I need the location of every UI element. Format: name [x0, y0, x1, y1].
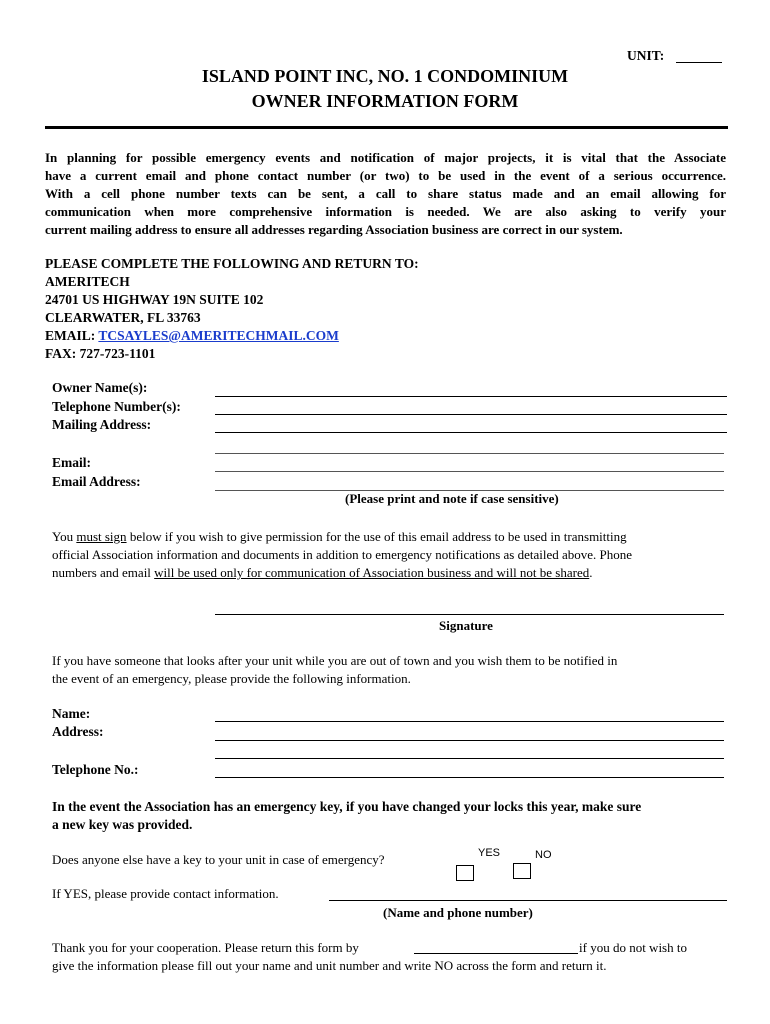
- form-title: ISLAND POINT INC, NO. 1 CONDOMINIUM: [201, 66, 569, 86]
- yes-checkbox[interactable]: [456, 865, 474, 881]
- permission-text: numbers and email: [52, 565, 155, 580]
- key-line: a new key was provided.: [52, 817, 193, 832]
- closing-line-1-post: if you do not wish to: [579, 940, 687, 955]
- key-line: In the event the Association has an emergency key, if you have changed your locks this year, make sure: [52, 799, 642, 814]
- no-checkbox[interactable]: [513, 863, 531, 879]
- intro-line: With a cell phone number texts can be sent, a call to share status made and an email allowing for: [45, 186, 726, 201]
- caretaker-telephone-label: Telephone No.:: [52, 762, 139, 777]
- intro-paragraph: [45, 149, 726, 239]
- unit-field[interactable]: [676, 62, 722, 63]
- unit-label: UNIT:: [627, 48, 665, 63]
- caretaker-name-field[interactable]: [215, 721, 724, 722]
- key-question: Does anyone else have a key to your unit in case of emergency?: [52, 852, 385, 867]
- return-email-link[interactable]: TCSAYLES@AMERITECHMAIL.COM: [98, 328, 339, 343]
- mailing-address-label: Mailing Address:: [52, 417, 152, 432]
- mailing-address-field[interactable]: [215, 432, 727, 433]
- signature-field[interactable]: [215, 614, 724, 615]
- email-label: Email:: [52, 455, 91, 470]
- permission-line-3: [52, 564, 742, 582]
- telephone-label: Telephone Number(s):: [52, 399, 181, 414]
- caretaker-address-field[interactable]: [215, 740, 724, 741]
- caretaker-name-label: Name:: [52, 706, 91, 721]
- permission-line-1: [52, 528, 742, 546]
- caretaker-line: the event of an emergency, please provide the following information.: [52, 671, 411, 686]
- return-date-field[interactable]: [414, 953, 578, 954]
- caretaker-line: If you have someone that looks after your unit while you are out of town and you wish them to be notified in: [52, 653, 618, 668]
- intro-line: communication when more comprehensive information is needed. We are also asking to verify your: [45, 204, 726, 219]
- email-field[interactable]: [215, 471, 724, 472]
- return-company: AMERITECH: [45, 274, 130, 289]
- telephone-field[interactable]: [215, 414, 727, 415]
- caretaker-telephone-field[interactable]: [215, 777, 724, 778]
- contact-info-field[interactable]: [329, 900, 727, 901]
- intro-line: have a current email and phone contact number (or two) to be used in the event of a serious occurrence.: [45, 168, 726, 183]
- must-sign-text: must sign: [76, 529, 127, 544]
- permission-text: .: [589, 565, 593, 580]
- caretaker-paragraph: [52, 652, 742, 688]
- return-heading: PLEASE COMPLETE THE FOLLOWING AND RETURN TO:: [45, 256, 419, 271]
- case-sensitive-note: (Please print and note if case sensitive): [345, 491, 559, 506]
- closing-line-2: give the information please fill out your name and unit number and write NO across the form and return it.: [52, 958, 607, 973]
- permission-text: below if you wish to give permission for the use of this email address to be used in transmitting: [126, 529, 627, 544]
- not-shared-text: will be used only for communication of Association business and will not be shared: [154, 565, 590, 580]
- form-subtitle: OWNER INFORMATION FORM: [251, 91, 519, 111]
- intro-line: In planning for possible emergency events and notification of major projects, it is vital that the Associate: [45, 150, 726, 165]
- return-to-block: [45, 255, 419, 363]
- caretaker-address-label: Address:: [52, 724, 104, 739]
- contact-note: (Name and phone number): [383, 905, 533, 920]
- closing-line-1-pre: Thank you for your cooperation. Please return this form by: [52, 940, 359, 955]
- no-label: NO: [535, 849, 552, 861]
- return-email-row: [45, 327, 419, 345]
- intro-line: current mailing address to ensure all addresses regarding Association business are correct in our system.: [45, 222, 623, 237]
- return-fax: FAX: 727-723-1101: [45, 346, 156, 361]
- return-street: 24701 US HIGHWAY 19N SUITE 102: [45, 292, 264, 307]
- permission-text: You: [52, 529, 77, 544]
- return-city: CLEARWATER, FL 33763: [45, 310, 201, 325]
- mailing-address-field-2[interactable]: [215, 453, 724, 454]
- owner-names-field[interactable]: [215, 396, 727, 397]
- header-rule: [45, 126, 728, 129]
- signature-label: Signature: [439, 618, 493, 633]
- caretaker-address-field-2[interactable]: [215, 758, 724, 759]
- key-paragraph: [52, 798, 742, 834]
- yes-label: YES: [478, 847, 501, 859]
- email-address-label: Email Address:: [52, 474, 141, 489]
- if-yes-text: If YES, please provide contact information.: [52, 886, 279, 901]
- return-email-label: EMAIL:: [45, 328, 96, 343]
- permission-paragraph: [52, 528, 742, 582]
- permission-line-2: official Association information and documents in addition to emergency notifications as detailed above. Phone: [52, 547, 633, 562]
- owner-names-label: Owner Name(s):: [52, 380, 148, 395]
